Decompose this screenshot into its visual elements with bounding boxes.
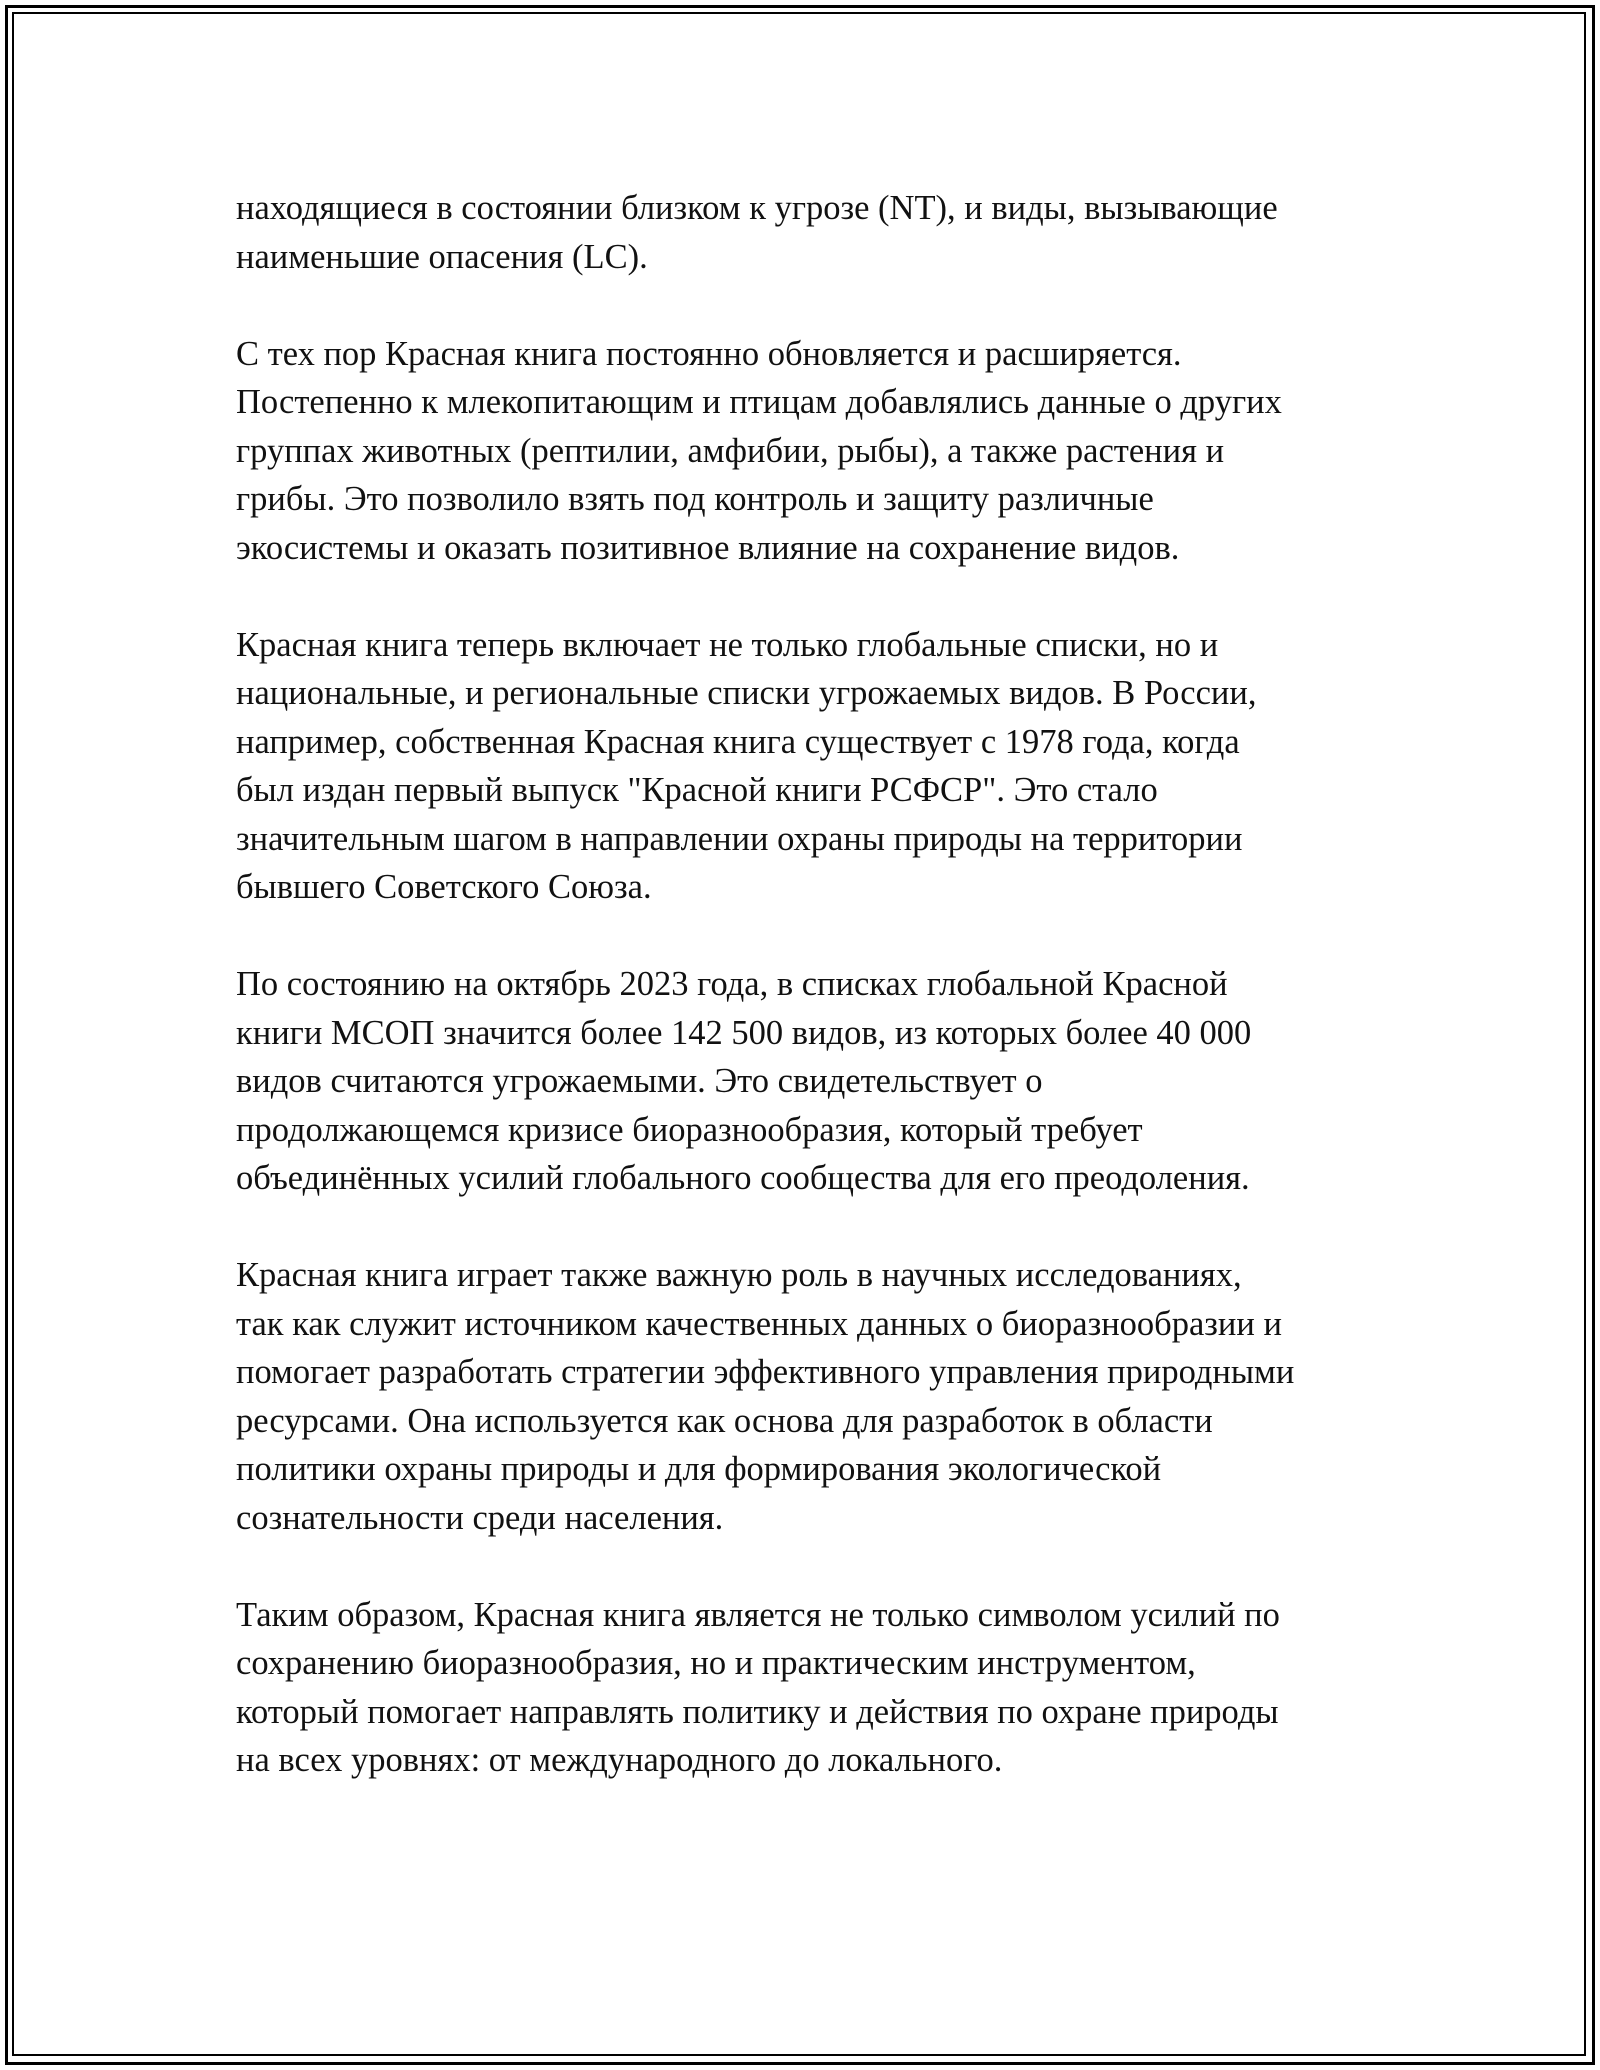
- document-body: [236, 184, 1386, 1833]
- paragraph-2: С тех пор Красная книга постоянно обновляется и расширяется. Постепенно к млекопитающим и птицам добавлялись данные о других группах животных (рептилии, амфибии, рыбы), а также растения и грибы. Это позволило взять под контроль и защиту различные экосистемы и оказать позитивное влияние на сохранение видов.: [236, 334, 1282, 567]
- paragraph-4: По состоянию на октябрь 2023 года, в списках глобальной Красной книги МСОП значится более 142 500 видов, из которых более 40 000 видов считаются угрожаемыми. Это свидетельствует о продолжающемся кризисе биоразнообразия, который требует объединённых усилий глобального сообщества для его преодоления.: [236, 965, 1252, 1197]
- paragraph-5: Красная книга играет также важную роль в научных исследованиях, так как служит источником качественных данных о биоразнообразии и помогает разработать стратегии эффективного управления природными ресурсами. Она используется как основа для разработок в области политики охраны природы и для формирования экологической сознательности среди населения.: [236, 1256, 1295, 1537]
- paragraph-6: Таким образом, Красная книга является не только символом усилий по сохранению биоразнообразия, но и практическим инструментом, который помогает направлять политику и действия по охране природы на всех уровнях: от международного до локального.: [236, 1595, 1280, 1779]
- paragraph-3: Красная книга теперь включает не только глобальные списки, но и национальные, и региональные списки угрожаемых видов. В России, например, собственная Красная книга существует с 1978 года, когда был издан первый выпуск "Красной книги РСФСР". Это стало значительным шагом в направлении охраны природы на территории бывшего Советского Союза.: [236, 625, 1257, 906]
- paragraph-1: находящиеся в состоянии близком к угрозе (NT), и виды, вызывающие наименьшие опасения (LC).: [236, 189, 1278, 276]
